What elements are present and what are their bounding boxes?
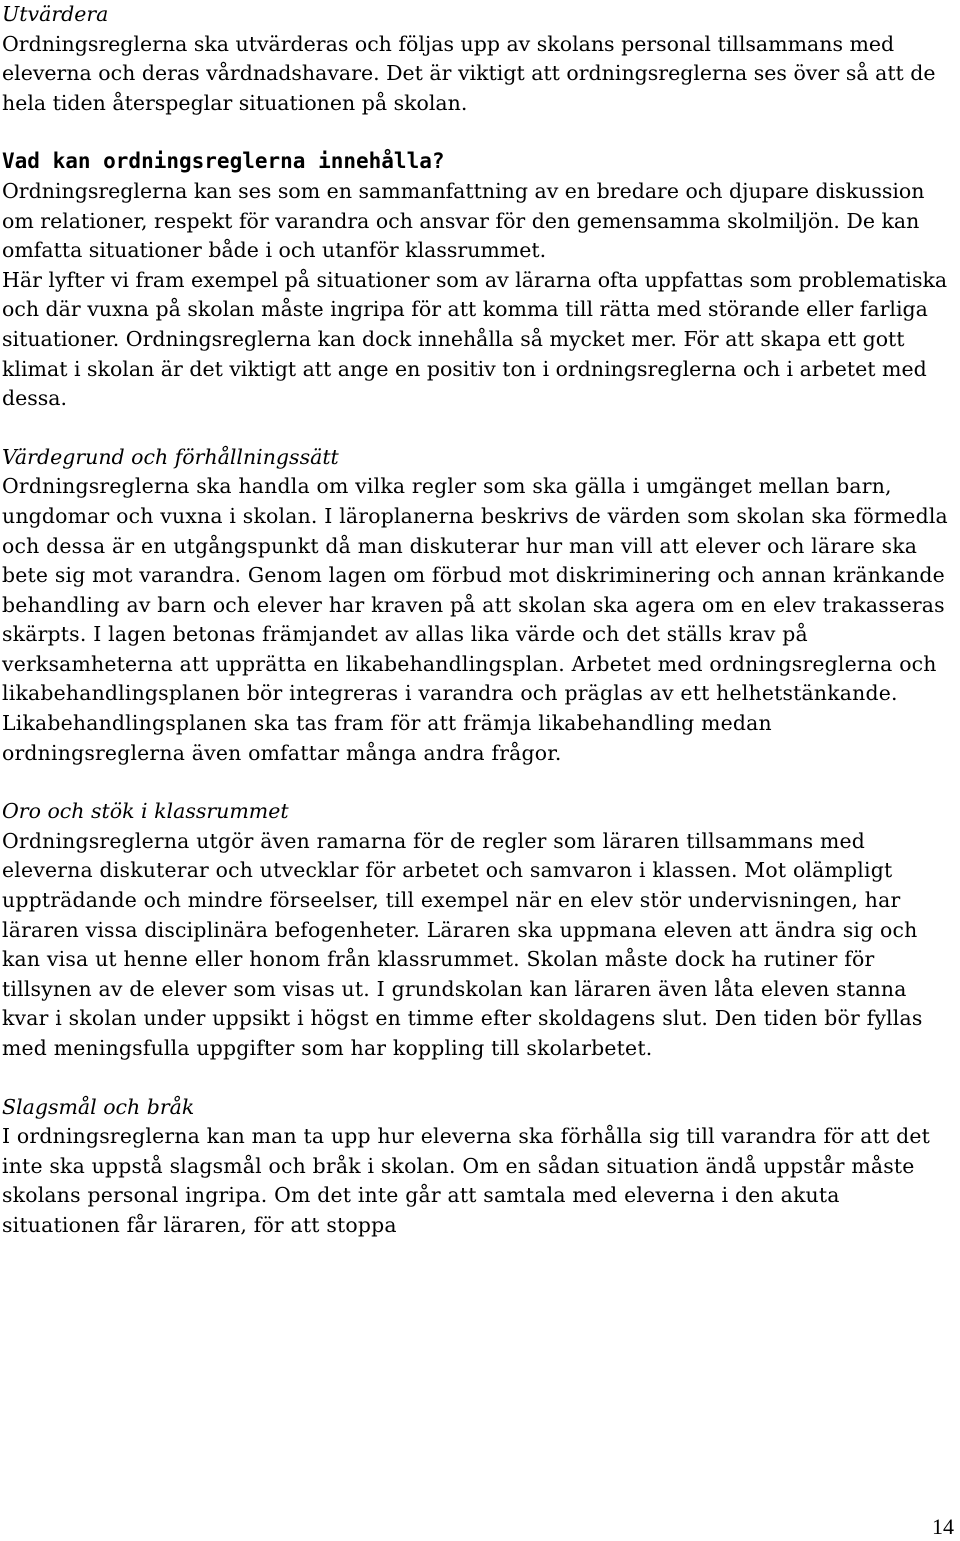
section-heading: Oro och stök i klassrummet xyxy=(2,799,289,824)
document-page xyxy=(2,0,956,1241)
section-heading: Värdegrund och förhållningssätt xyxy=(2,444,339,469)
paragraph: Här lyfter vi fram exempel på situationer som av lärarna ofta uppfattas som problematiska och där vuxna på skolan måste ingripa för att komma till rätta med störande eller farliga situationer. Ordningsreglerna kan dock innehålla så mycket mer. För att skapa ett gott klimat i skolan är det viktigt att ange en positiv ton i ordningsreglerna och i arbetet med dessa. xyxy=(2,267,948,411)
section-slagsmal xyxy=(2,1093,956,1241)
section-oro-och-stok xyxy=(2,797,956,1063)
paragraph: Ordningsreglerna kan ses som en sammanfattning av en bredare och djupare diskussion om relationer, respekt för varandra och ansvar för den gemensamma skolmiljön. De kan omfatta situationer både i och utanför klassrummet. xyxy=(2,178,925,263)
section-vardegrund xyxy=(2,443,956,769)
section-heading: Slagsmål och bråk xyxy=(2,1094,195,1119)
section-heading: Vad kan ordningsreglerna innehålla? xyxy=(2,149,445,174)
paragraph: Ordningsreglerna ska handla om vilka regler som ska gälla i umgänget mellan barn, ungdomar och vuxna i skolan. I läroplanerna beskrivs de värden som skolan ska förmedla och dessa är en utgångspunkt då man diskuterar hur man vill att elever och lärare ska bete sig mot varandra. Genom lagen om förbud mot diskriminering och annan kränkande behandling av barn och elever har kraven på att skolan ska agera om en elev trakasseras skärpts. I lagen betonas främjandet av allas lika värde och det ställs krav på verksamheterna att upprätta en likabehandlingsplan. Arbetet med ordningsreglerna och likabehandlingsplanen bör integreras i varandra och präglas av ett helhetstänkande. Likabehandlingsplanen ska tas fram för att främja likabehandling medan ordningsreglerna även omfattar många andra frågor. xyxy=(2,474,948,765)
section-innehall xyxy=(2,147,956,413)
section-heading: Utvärdera xyxy=(2,2,109,26)
paragraph: Ordningsreglerna utgör även ramarna för de regler som läraren tillsammans med eleverna diskuterar och utvecklar för arbetet och samvaron i klassen. Mot olämpligt uppträdande och mindre förseelser, till exempel när en elev stör undervisningen, har läraren vissa disciplinära befogenheter. Läraren ska uppmana eleven att ändra sig och kan visa ut henne eller honom från klassrummet. Skolan måste dock ha rutiner för tillsynen av de elever som visas ut. I grundskolan kan läraren även låta eleven stanna kvar i skolan under uppsikt i högst en timme efter skoldagens slut. Den tiden bör fyllas med meningsfulla uppgifter som har koppling till skolarbetet. xyxy=(2,828,923,1060)
page-number: 14 xyxy=(932,1514,954,1539)
section-utvardera xyxy=(2,0,956,118)
paragraph: I ordningsreglerna kan man ta upp hur eleverna ska förhålla sig till varandra för att det inte ska uppstå slagsmål och bråk i skolan. Om en sådan situation ändå uppstår måste skolans personal ingripa. Om det inte går att samtala med eleverna i den akuta situationen får läraren, för att stoppa xyxy=(2,1124,931,1237)
paragraph: Ordningsreglerna ska utvärderas och följas upp av skolans personal tillsammans med eleverna och deras vårdnadshavare. Det är viktigt att ordningsreglerna ses över så att de hela tiden återspeglar situationen på skolan. xyxy=(2,31,936,115)
